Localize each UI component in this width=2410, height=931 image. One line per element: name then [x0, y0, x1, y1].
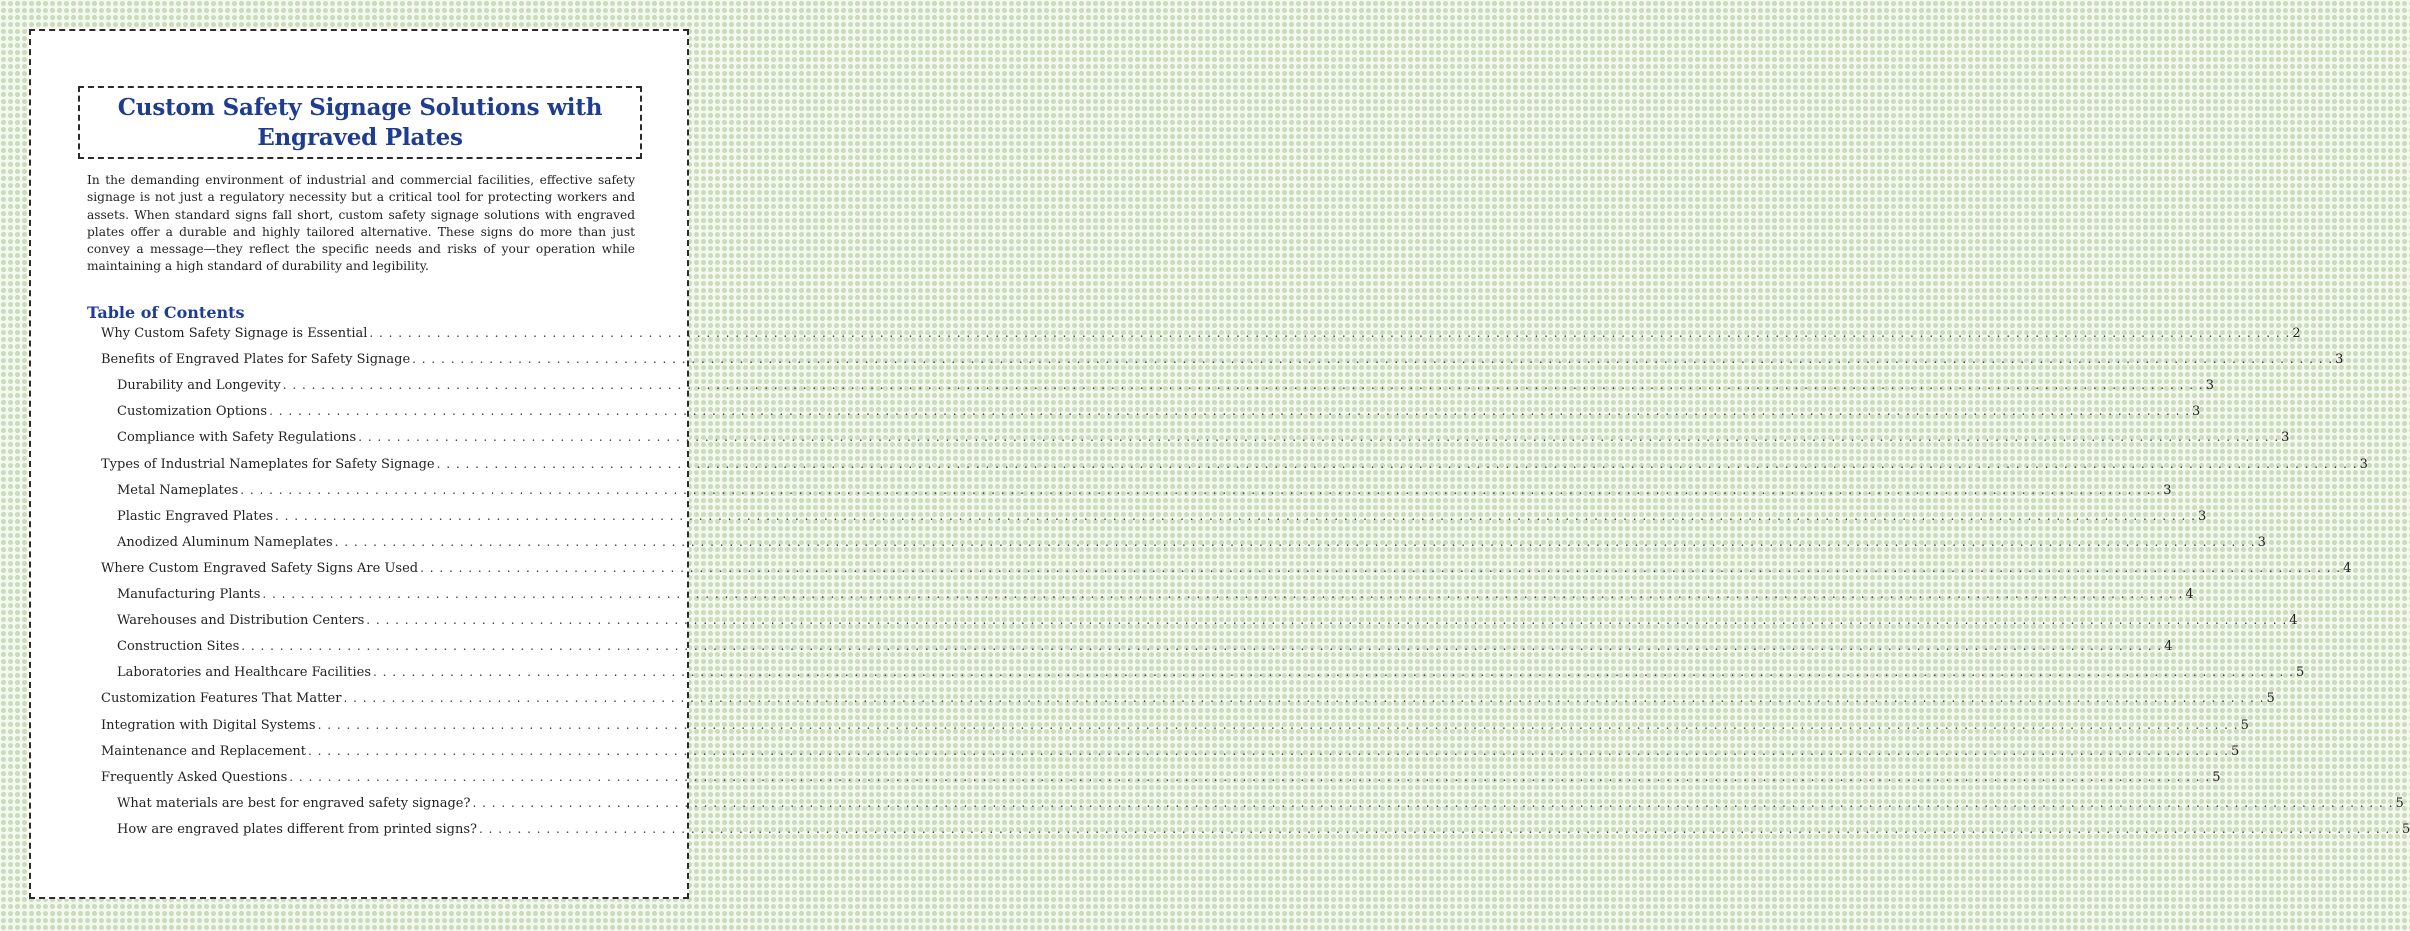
- toc-leader-dots: . . . . . . . . . . . . . . . . . . . . . . . . . . . . . . . . . . . . . . . . . . . . . . . . . . . . . . . . . . . . . . . . . . . . . . . . . . . . . . . . . . . . . . . . . . . . . . . . . . . . . . . . . . . . . . . . . . . . . . . . . . . . . . . . . . . . . . . . . . . . . . . . . . . . . . . . . . . . . . . . . . . . . . . . . . . . . . . . . . . . . . . . . . . . . . . . . . . . . . . .: [343, 691, 2265, 706]
- toc-entry-label: Durability and Longevity: [117, 378, 281, 394]
- toc-entry-page-number: 3: [2197, 508, 2207, 524]
- toc-entry-page-number: 3: [2205, 378, 2215, 394]
- toc-entry[interactable]: [117, 819, 2410, 839]
- title-line-1: Custom Safety Signage Solutions with: [117, 93, 603, 121]
- toc-entry-page-number: 5: [2212, 769, 2221, 785]
- toc-entry-page-number: 3: [2281, 430, 2290, 446]
- toc-entry[interactable]: [117, 584, 2194, 604]
- toc-entry[interactable]: [101, 767, 2221, 787]
- toc-entry[interactable]: [117, 506, 2207, 526]
- toc-entry[interactable]: [101, 715, 2249, 735]
- document-page: [29, 29, 2410, 899]
- toc-leader-dots: . . . . . . . . . . . . . . . . . . . . . . . . . . . . . . . . . . . . . . . . . . . . . . . . . . . . . . . . . . . . . . . . . . . . . . . . . . . . . . . . . . . . . . . . . . . . . . . . . . . . . . . . . . . . . . . . . . . . . . . . . . . . . . . . . . . . . . . . . . . . . . . . . . . . . . . . . . . . . . . . . . . . . . . . . . . . . . . . . . . . . . . . . . . . . . . . . . . . . . . .: [308, 743, 2229, 758]
- toc-entry[interactable]: [117, 375, 2215, 395]
- toc-entry-label: Customization Features That Matter: [101, 691, 342, 707]
- toc-leader-dots: . . . . . . . . . . . . . . . . . . . . . . . . . . . . . . . . . . . . . . . . . . . . . . . . . . . . . . . . . . . . . . . . . . . . . . . . . . . . . . . . . . . . . . . . . . . . . . . . . . . . . . . . . . . . . . . . . . . . . . . . . . . . . . . . . . . . . . . . . . . . . . . . . . . . . . . . . . . . . . . . . . . . . . . . . . . . . . . . . . . . . . . . . . . . . . . . . . . . . . . .: [436, 456, 2358, 471]
- title-line-2: Engraved Plates: [257, 123, 463, 151]
- toc-leader-dots: . . . . . . . . . . . . . . . . . . . . . . . . . . . . . . . . . . . . . . . . . . . . . . . . . . . . . . . . . . . . . . . . . . . . . . . . . . . . . . . . . . . . . . . . . . . . . . . . . . . . . . . . . . . . . . . . . . . . . . . . . . . . . . . . . . . . . . . . . . . . . . . . . . . . . . . . . . . . . . . . . . . . . . . . . . . . . . . . . . . . . . . . . . . . . . . . . . . . . . . .: [269, 404, 2191, 419]
- toc-entry[interactable]: [101, 454, 2368, 474]
- toc-entry[interactable]: [117, 480, 2172, 500]
- toc-entry-label: Metal Nameplates: [117, 482, 239, 498]
- toc-entry[interactable]: [117, 636, 2173, 656]
- toc-entry-page-number: 3: [2192, 404, 2201, 420]
- toc-entry-page-number: 5: [2295, 665, 2305, 681]
- toc-entry-page-number: 3: [2257, 534, 2266, 550]
- toc-entry-label: Maintenance and Replacement: [101, 743, 306, 759]
- toc-leader-dots: . . . . . . . . . . . . . . . . . . . . . . . . . . . . . . . . . . . . . . . . . . . . . . . . . . . . . . . . . . . . . . . . . . . . . . . . . . . . . . . . . . . . . . . . . . . . . . . . . . . . . . . . . . . . . . . . . . . . . . . . . . . . . . . . . . . . . . . . . . . . . . . . . . . . . . . . . . . . . . . . . . . . . . . . . . . . . . . . . . . . . . . . . . . . . . . . . . . . . . . .: [412, 352, 2334, 367]
- toc-entry-label: Where Custom Engraved Safety Signs Are Used: [101, 560, 419, 576]
- toc-leader-dots: . . . . . . . . . . . . . . . . . . . . . . . . . . . . . . . . . . . . . . . . . . . . . . . . . . . . . . . . . . . . . . . . . . . . . . . . . . . . . . . . . . . . . . . . . . . . . . . . . . . . . . . . . . . . . . . . . . . . . . . . . . . . . . . . . . . . . . . . . . . . . . . . . . . . . . . . . . . . . . . . . . . . . . . . . . . . . . . . . . . . . . . . . . . . . . . . . . . . . . . .: [369, 326, 2291, 340]
- toc-entry-page-number: 5: [2230, 743, 2240, 759]
- toc-entry-page-number: 4: [2164, 639, 2173, 655]
- toc-entry[interactable]: [101, 323, 2301, 343]
- toc-entry[interactable]: [117, 532, 2266, 552]
- toc-entry-label: Warehouses and Distribution Centers: [117, 613, 365, 629]
- toc-entry-label: Customization Options: [117, 404, 268, 420]
- toc-entry-label: Frequently Asked Questions: [101, 769, 288, 785]
- toc-entry[interactable]: [101, 688, 2275, 708]
- toc-leader-dots: . . . . . . . . . . . . . . . . . . . . . . . . . . . . . . . . . . . . . . . . . . . . . . . . . . . . . . . . . . . . . . . . . . . . . . . . . . . . . . . . . . . . . . . . . . . . . . . . . . . . . . . . . . . . . . . . . . . . . . . . . . . . . . . . . . . . . . . . . . . . . . . . . . . . . . . . . . . . . . . . . . . . . . . . . . . . . . . . . . . . . . . . . . . . . . . . . . . . . . . .: [275, 508, 2196, 523]
- toc-leader-dots: . . . . . . . . . . . . . . . . . . . . . . . . . . . . . . . . . . . . . . . . . . . . . . . . . . . . . . . . . . . . . . . . . . . . . . . . . . . . . . . . . . . . . . . . . . . . . . . . . . . . . . . . . . . . . . . . . . . . . . . . . . . . . . . . . . . . . . . . . . . . . . . . . . . . . . . . . . . . . . . . . . . . . . . . . . . . . . . . . . . . . . . . . . . . . . . . . . . . . . . .: [240, 482, 2162, 497]
- intro-paragraph: In the demanding environment of industrial and commercial facilities, effective safety signage is not just a regulatory necessity but a critical tool for protecting workers and assets. When standard signs fall short, custom safety signage solutions with engraved plates offer a durable and highly tailored alternative. These signs do more than just convey a message—they reflect the specific needs and risks of your operation while maintaining a high standard of durability and legibility.: [87, 173, 635, 274]
- toc-heading: Table of Contents: [87, 303, 245, 322]
- toc-entry-label: Manufacturing Plants: [117, 587, 261, 602]
- toc-entry[interactable]: [117, 662, 2305, 682]
- toc-entry-label: Anodized Aluminum Nameplates: [117, 534, 333, 550]
- toc-leader-dots: . . . . . . . . . . . . . . . . . . . . . . . . . . . . . . . . . . . . . . . . . . . . . . . . . . . . . . . . . . . . . . . . . . . . . . . . . . . . . . . . . . . . . . . . . . . . . . . . . . . . . . . . . . . . . . . . . . . . . . . . . . . . . . . . . . . . . . . . . . . . . . . . . . . . . . . . . . . . . . . . . . . . . . . . . . . . . . . . . . . . . . . . . . . . . . . . . . . . . . . .: [241, 639, 2163, 654]
- toc-entry-label: Why Custom Safety Signage is Essential: [101, 326, 368, 341]
- toc-leader-dots: . . . . . . . . . . . . . . . . . . . . . . . . . . . . . . . . . . . . . . . . . . . . . . . . . . . . . . . . . . . . . . . . . . . . . . . . . . . . . . . . . . . . . . . . . . . . . . . . . . . . . . . . . . . . . . . . . . . . . . . . . . . . . . . . . . . . . . . . . . . . . . . . . . . . . . . . . . . . . . . . . . . . . . . . . . . . . . . . . . . . . . . . . . . . . . . . . . . . . . . .: [282, 378, 2204, 393]
- toc-entry-label: Laboratories and Healthcare Facilities: [117, 665, 371, 681]
- toc-entry-page-number: 3: [2335, 352, 2344, 368]
- toc-entry-label: What materials are best for engraved safety signage?: [117, 795, 471, 811]
- toc-leader-dots: . . . . . . . . . . . . . . . . . . . . . . . . . . . . . . . . . . . . . . . . . . . . . . . . . . . . . . . . . . . . . . . . . . . . . . . . . . . . . . . . . . . . . . . . . . . . . . . . . . . . . . . . . . . . . . . . . . . . . . . . . . . . . . . . . . . . . . . . . . . . . . . . . . . . . . . . . . . . . . . . . . . . . . . . . . . . . . . . . . . . . . . . . . . . . . . . . . . . . . . .: [317, 717, 2239, 732]
- toc-entry-page-number: 3: [2359, 456, 2368, 472]
- toc-leader-dots: . . . . . . . . . . . . . . . . . . . . . . . . . . . . . . . . . . . . . . . . . . . . . . . . . . . . . . . . . . . . . . . . . . . . . . . . . . . . . . . . . . . . . . . . . . . . . . . . . . . . . . . . . . . . . . . . . . . . . . . . . . . . . . . . . . . . . . . . . . . . . . . . . . . . . . . . . . . . . . . . . . . . . . . . . . . . . . . . . . . . . . . . . . . . . . . . . . . . . . . .: [262, 587, 2184, 601]
- toc-entry-page-number: 3: [2163, 482, 2172, 498]
- toc-entry-page-number: 5: [2266, 691, 2275, 707]
- toc-entry[interactable]: [101, 349, 2344, 369]
- title-box: [78, 86, 642, 159]
- toc-entry-page-number: 5: [2240, 717, 2249, 733]
- toc-entry-page-number: 5: [2401, 821, 2410, 837]
- toc-leader-dots: . . . . . . . . . . . . . . . . . . . . . . . . . . . . . . . . . . . . . . . . . . . . . . . . . . . . . . . . . . . . . . . . . . . . . . . . . . . . . . . . . . . . . . . . . . . . . . . . . . . . . . . . . . . . . . . . . . . . . . . . . . . . . . . . . . . . . . . . . . . . . . . . . . . . . . . . . . . . . . . . . . . . . . . . . . . . . . . . . . . . . . . . . . . . . . . . . . . . . . . .: [358, 430, 2280, 445]
- toc-entry-page-number: 4: [2289, 613, 2298, 629]
- toc-entry[interactable]: [101, 558, 2352, 578]
- toc-entry-label: Integration with Digital Systems: [101, 717, 316, 733]
- toc-entry[interactable]: [101, 741, 2240, 761]
- toc-leader-dots: . . . . . . . . . . . . . . . . . . . . . . . . . . . . . . . . . . . . . . . . . . . . . . . . . . . . . . . . . . . . . . . . . . . . . . . . . . . . . . . . . . . . . . . . . . . . . . . . . . . . . . . . . . . . . . . . . . . . . . . . . . . . . . . . . . . . . . . . . . . . . . . . . . . . . . . . . . . . . . . . . . . . . . . . . . . . . . . . . . . . . . . . . . . . . . . . . . . . . . . .: [472, 795, 2394, 810]
- toc-entry-label: Benefits of Engraved Plates for Safety Signage: [101, 352, 411, 368]
- toc-leader-dots: . . . . . . . . . . . . . . . . . . . . . . . . . . . . . . . . . . . . . . . . . . . . . . . . . . . . . . . . . . . . . . . . . . . . . . . . . . . . . . . . . . . . . . . . . . . . . . . . . . . . . . . . . . . . . . . . . . . . . . . . . . . . . . . . . . . . . . . . . . . . . . . . . . . . . . . . . . . . . . . . . . . . . . . . . . . . . . . . . . . . . . . . . . . . . . . . . . . . . . . .: [373, 665, 2294, 680]
- toc-entry-label: How are engraved plates different from printed signs?: [117, 821, 477, 837]
- toc-entry[interactable]: [117, 610, 2298, 630]
- toc-entry-label: Types of Industrial Nameplates for Safety Signage: [101, 456, 435, 472]
- toc-leader-dots: . . . . . . . . . . . . . . . . . . . . . . . . . . . . . . . . . . . . . . . . . . . . . . . . . . . . . . . . . . . . . . . . . . . . . . . . . . . . . . . . . . . . . . . . . . . . . . . . . . . . . . . . . . . . . . . . . . . . . . . . . . . . . . . . . . . . . . . . . . . . . . . . . . . . . . . . . . . . . . . . . . . . . . . . . . . . . . . . . . . . . . . . . . . . . . . . . . . . . . . .: [478, 821, 2400, 836]
- toc-entry[interactable]: [117, 401, 2201, 421]
- toc-entry-page-number: 2: [2292, 326, 2301, 341]
- toc-leader-dots: . . . . . . . . . . . . . . . . . . . . . . . . . . . . . . . . . . . . . . . . . . . . . . . . . . . . . . . . . . . . . . . . . . . . . . . . . . . . . . . . . . . . . . . . . . . . . . . . . . . . . . . . . . . . . . . . . . . . . . . . . . . . . . . . . . . . . . . . . . . . . . . . . . . . . . . . . . . . . . . . . . . . . . . . . . . . . . . . . . . . . . . . . . . . . . . . . . . . . . . .: [289, 769, 2211, 784]
- toc-entry[interactable]: [117, 427, 2290, 447]
- toc-leader-dots: . . . . . . . . . . . . . . . . . . . . . . . . . . . . . . . . . . . . . . . . . . . . . . . . . . . . . . . . . . . . . . . . . . . . . . . . . . . . . . . . . . . . . . . . . . . . . . . . . . . . . . . . . . . . . . . . . . . . . . . . . . . . . . . . . . . . . . . . . . . . . . . . . . . . . . . . . . . . . . . . . . . . . . . . . . . . . . . . . . . . . . . . . . . . . . . . . . . . . . . .: [420, 560, 2342, 575]
- toc-entry-label: Plastic Engraved Plates: [117, 508, 274, 524]
- toc-entry-page-number: 5: [2395, 795, 2404, 811]
- toc-leader-dots: . . . . . . . . . . . . . . . . . . . . . . . . . . . . . . . . . . . . . . . . . . . . . . . . . . . . . . . . . . . . . . . . . . . . . . . . . . . . . . . . . . . . . . . . . . . . . . . . . . . . . . . . . . . . . . . . . . . . . . . . . . . . . . . . . . . . . . . . . . . . . . . . . . . . . . . . . . . . . . . . . . . . . . . . . . . . . . . . . . . . . . . . . . . . . . . . . . . . . . . .: [334, 534, 2256, 549]
- toc-leader-dots: . . . . . . . . . . . . . . . . . . . . . . . . . . . . . . . . . . . . . . . . . . . . . . . . . . . . . . . . . . . . . . . . . . . . . . . . . . . . . . . . . . . . . . . . . . . . . . . . . . . . . . . . . . . . . . . . . . . . . . . . . . . . . . . . . . . . . . . . . . . . . . . . . . . . . . . . . . . . . . . . . . . . . . . . . . . . . . . . . . . . . . . . . . . . . . . . . . . . . . . .: [366, 613, 2288, 628]
- toc-entry-label: Compliance with Safety Regulations: [117, 430, 357, 446]
- toc-entry-page-number: 4: [2185, 587, 2194, 602]
- toc-entry-page-number: 4: [2343, 560, 2352, 576]
- toc-entry-label: Construction Sites: [117, 639, 240, 655]
- toc-entry[interactable]: [117, 793, 2404, 813]
